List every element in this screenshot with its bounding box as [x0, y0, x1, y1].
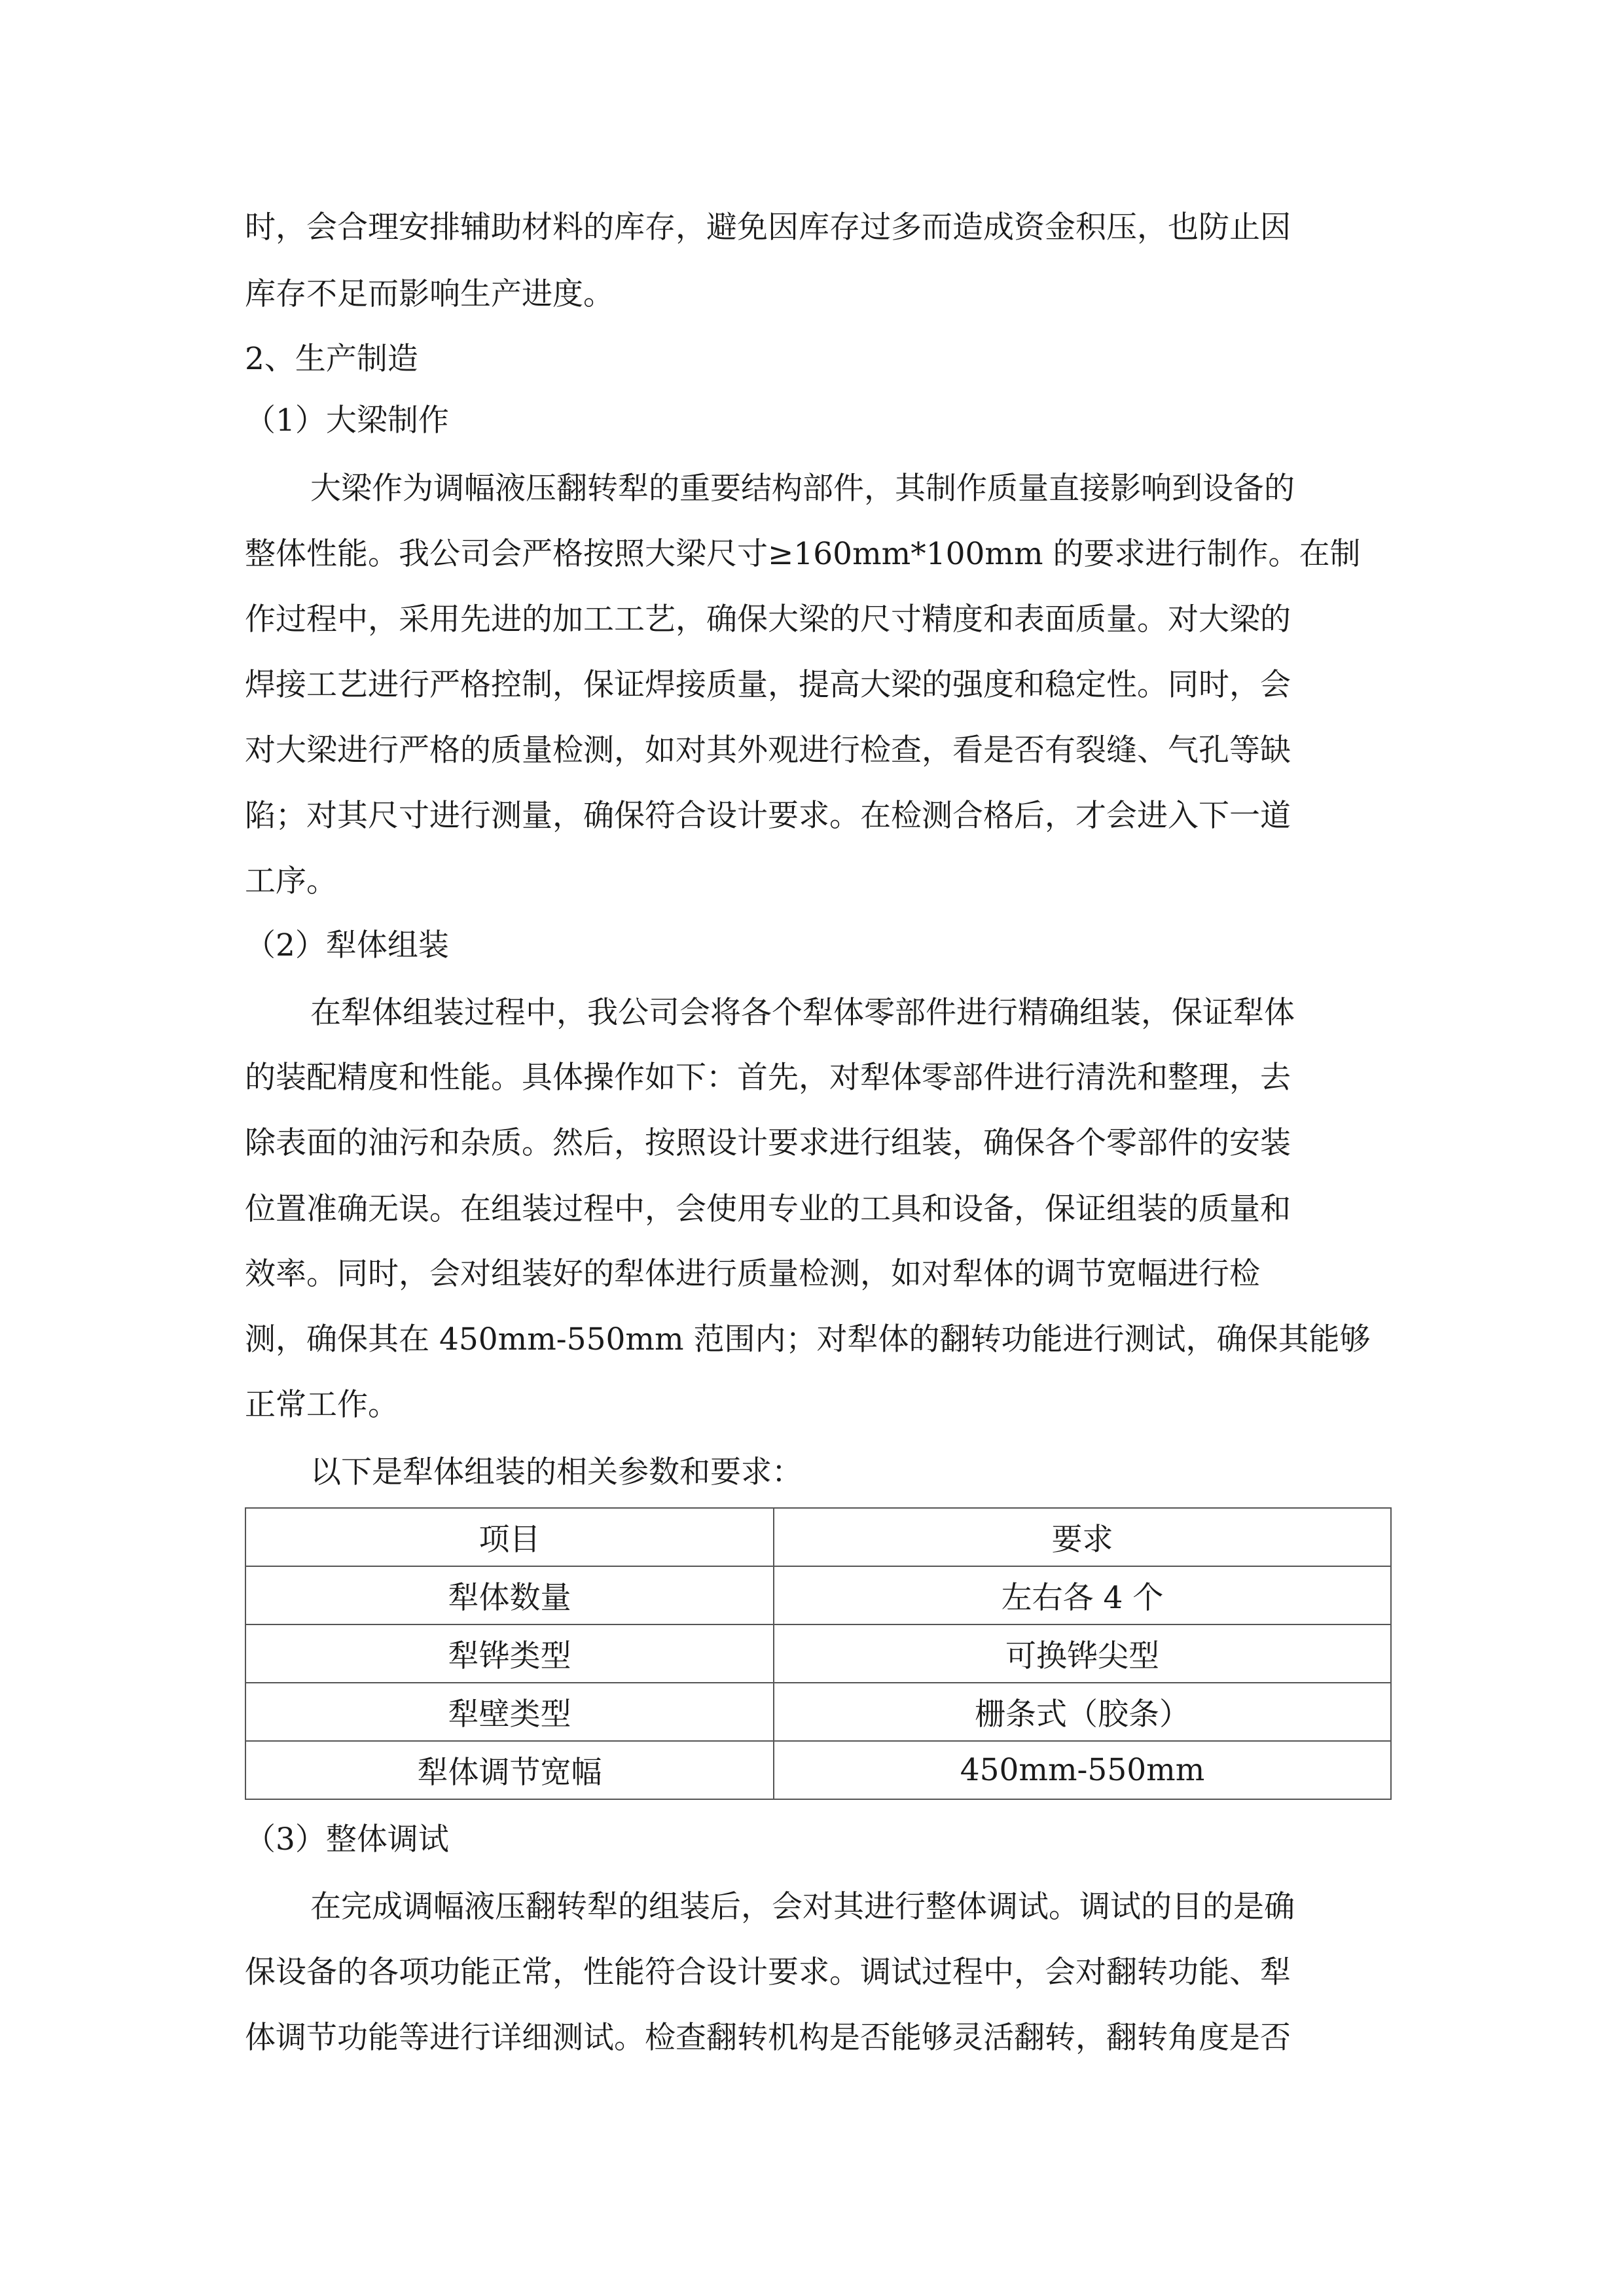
table-cell: 犁体调节宽幅 [245, 1741, 774, 1799]
girder-line-6: 陷；对其尺寸进行测量，确保符合设计要求。在检测合格后，才会进入下一道 [245, 798, 1291, 834]
girder-line-4: 焊接工艺进行严格控制，保证焊接质量，提高大梁的强度和稳定性。同时，会 [245, 667, 1291, 703]
table-cell: 犁体数量 [245, 1566, 774, 1624]
debug-line-1: 在完成调幅液压翻转犁的组装后，会对其进行整体调试。调试的目的是确 [310, 1889, 1295, 1925]
table-intro: 以下是犁体组装的相关参数和要求： [310, 1454, 803, 1490]
assembly-line-4: 位置准确无误。在组装过程中，会使用专业的工具和设备，保证组装的质量和 [245, 1191, 1291, 1227]
subheading-plow-assembly: （2）犁体组装 [245, 927, 449, 963]
section-heading: 2、生产制造 [245, 341, 418, 377]
table-header-requirement: 要求 [774, 1508, 1391, 1566]
params-table [245, 1507, 1392, 1800]
girder-line-2: 整体性能。我公司会严格按照大梁尺寸≥160mm*100mm 的要求进行制作。在制 [245, 536, 1361, 572]
table-cell: 犁铧类型 [245, 1624, 774, 1683]
girder-line-5: 对大梁进行严格的质量检测，如对其外观进行检查，看是否有裂缝、气孔等缺 [245, 732, 1291, 768]
girder-line-3: 作过程中，采用先进的加工工艺，确保大梁的尺寸精度和表面质量。对大梁的 [245, 601, 1291, 637]
subheading-girder: （1）大梁制作 [245, 403, 449, 439]
intro-line-1: 时，会合理安排辅助材料的库存，避免因库存过多而造成资金积压，也防止因 [245, 209, 1291, 245]
assembly-line-1: 在犁体组装过程中，我公司会将各个犁体零部件进行精确组装，保证犁体 [310, 995, 1295, 1031]
assembly-line-6: 测，确保其在 450mm-550mm 范围内；对犁体的翻转功能进行测试，确保其能够 [245, 1321, 1371, 1357]
table-row [245, 1624, 1391, 1683]
intro-line-2: 库存不足而影响生产进度。 [245, 276, 614, 312]
table-cell: 可换铧尖型 [774, 1624, 1391, 1683]
table-row [245, 1741, 1391, 1799]
table-header-row [245, 1508, 1391, 1566]
debug-line-2: 保设备的各项功能正常，性能符合设计要求。调试过程中，会对翻转功能、犁 [245, 1954, 1291, 1990]
girder-line-1: 大梁作为调幅液压翻转犁的重要结构部件，其制作质量直接影响到设备的 [310, 471, 1295, 507]
table-cell: 犁壁类型 [245, 1683, 774, 1741]
assembly-line-7: 正常工作。 [245, 1387, 399, 1423]
table-cell: 栅条式（胶条） [774, 1683, 1391, 1741]
subheading-overall-debug: （3）整体调试 [245, 1821, 449, 1857]
assembly-line-5: 效率。同时，会对组装好的犁体进行质量检测，如对犁体的调节宽幅进行检 [245, 1256, 1260, 1292]
table-cell: 450mm-550mm [774, 1741, 1391, 1799]
table-cell: 左右各 4 个 [774, 1566, 1391, 1624]
table-header-item: 项目 [245, 1508, 774, 1566]
table-row [245, 1683, 1391, 1741]
assembly-line-3: 除表面的油污和杂质。然后，按照设计要求进行组装，确保各个零部件的安装 [245, 1125, 1291, 1161]
debug-line-3: 体调节功能等进行详细测试。检查翻转机构是否能够灵活翻转，翻转角度是否 [245, 2020, 1291, 2056]
assembly-line-2: 的装配精度和性能。具体操作如下：首先，对犁体零部件进行清洗和整理，去 [245, 1060, 1291, 1096]
girder-line-7: 工序。 [245, 863, 337, 899]
table-row [245, 1566, 1391, 1624]
